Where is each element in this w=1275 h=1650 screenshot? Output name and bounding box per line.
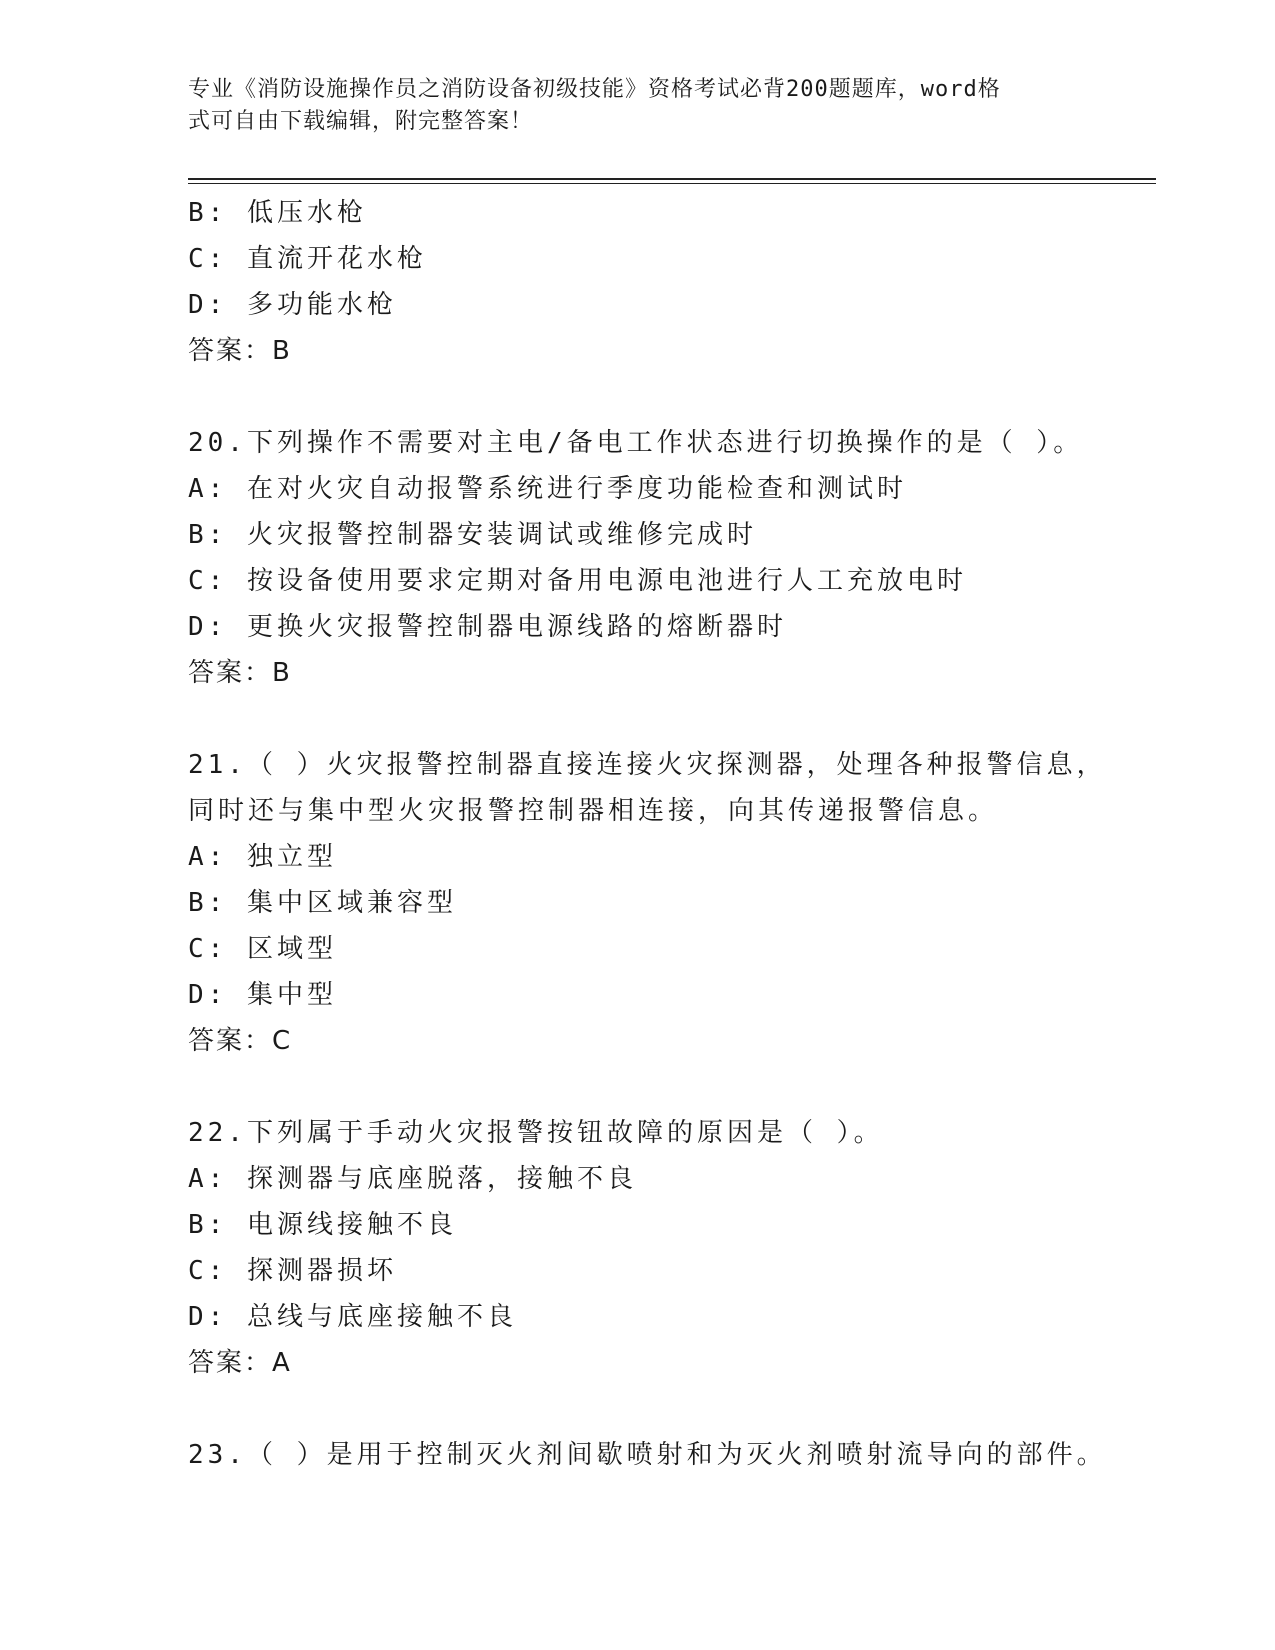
option-key: B: [188, 1210, 228, 1240]
option-text: 探测器与底座脱落，接触不良 [246, 1164, 637, 1194]
question-stem: 23.（ ）是用于控制灭火剂间歇喷射和为灭火剂喷射流导向的部件。 [188, 1440, 1107, 1470]
option-key: D: [188, 290, 228, 320]
header-divider-thin [188, 183, 1156, 184]
header-line-1: 专业《消防设施操作员之消防设备初级技能》资格考试必背200题题库，word格 [188, 77, 1001, 102]
option-text: 低压水枪 [246, 198, 367, 228]
option-d [188, 972, 1156, 1018]
question-20 [188, 420, 1156, 696]
option-key: A: [188, 474, 228, 504]
answer-line: 答案：A [188, 1348, 292, 1378]
question-carryover [188, 190, 1156, 374]
question-stem-continued: 同时还与集中型火灾报警控制器相连接，向其传递报警信息。 [188, 796, 999, 826]
option-key: A: [188, 842, 228, 872]
option-text: 火灾报警控制器安装调试或维修完成时 [246, 520, 757, 550]
option-text: 集中型 [246, 980, 337, 1010]
question-21 [188, 742, 1156, 1064]
answer-line: 答案：C [188, 1026, 293, 1056]
spacer [188, 374, 1156, 420]
option-c [188, 926, 1156, 972]
spacer [188, 1386, 1156, 1432]
option-b [188, 190, 1156, 236]
option-c [188, 236, 1156, 282]
question-22 [188, 1110, 1156, 1386]
option-text: 总线与底座接触不良 [246, 1302, 517, 1332]
option-text: 电源线接触不良 [246, 1210, 457, 1240]
option-text: 区域型 [246, 934, 337, 964]
answer-line: 答案：B [188, 336, 292, 366]
option-text: 多功能水枪 [246, 290, 397, 320]
option-text: 按设备使用要求定期对备用电源电池进行人工充放电时 [246, 566, 967, 596]
option-b [188, 880, 1156, 926]
option-b [188, 1202, 1156, 1248]
option-key: B: [188, 198, 228, 228]
spacer [188, 696, 1156, 742]
page-header [188, 74, 1068, 138]
question-stem: 20.下列操作不需要对主电/备电工作状态进行切换操作的是（ ）。 [188, 428, 1084, 458]
spacer [188, 1064, 1156, 1110]
option-key: B: [188, 888, 228, 918]
option-text: 直流开花水枪 [246, 244, 427, 274]
option-key: A: [188, 1164, 228, 1194]
option-b [188, 512, 1156, 558]
option-c [188, 558, 1156, 604]
question-23 [188, 1432, 1156, 1478]
question-list [188, 190, 1156, 1478]
option-d [188, 604, 1156, 650]
option-text: 独立型 [246, 842, 337, 872]
header-divider-thick [188, 178, 1156, 180]
option-a [188, 466, 1156, 512]
option-key: C: [188, 1256, 228, 1286]
option-key: B: [188, 520, 228, 550]
option-a [188, 834, 1156, 880]
header-line-2: 式可自由下载编辑，附完整答案！ [188, 109, 534, 134]
question-stem: 22.下列属于手动火灾报警按钮故障的原因是（ ）。 [188, 1118, 884, 1148]
option-a [188, 1156, 1156, 1202]
option-d [188, 1294, 1156, 1340]
option-c [188, 1248, 1156, 1294]
option-d [188, 282, 1156, 328]
option-text: 探测器损坏 [246, 1256, 397, 1286]
option-key: D: [188, 1302, 228, 1332]
option-key: C: [188, 244, 228, 274]
option-key: C: [188, 934, 228, 964]
option-key: D: [188, 980, 228, 1010]
option-key: D: [188, 612, 228, 642]
option-text: 集中区域兼容型 [246, 888, 457, 918]
answer-line: 答案：B [188, 658, 292, 688]
option-text: 在对火灾自动报警系统进行季度功能检查和测试时 [246, 474, 907, 504]
question-stem: 21.（ ）火灾报警控制器直接连接火灾探测器，处理各种报警信息， [188, 750, 1107, 780]
option-text: 更换火灾报警控制器电源线路的熔断器时 [246, 612, 787, 642]
option-key: C: [188, 566, 228, 596]
